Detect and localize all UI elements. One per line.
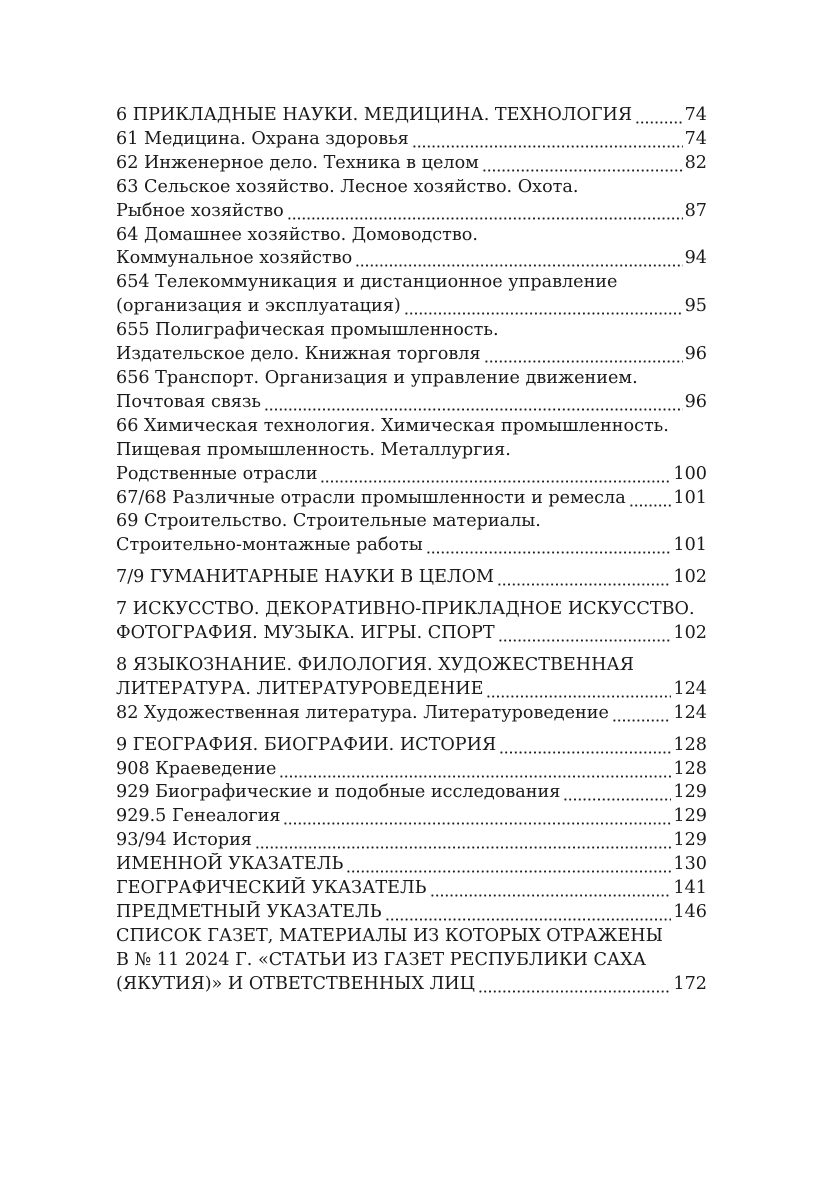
toc-entry-page-number: 102 [673,567,707,588]
toc-entry-line [116,678,707,702]
toc-entry-title: 8 ЯЗЫКОЗНАНИЕ. ФИЛОЛОГИЯ. ХУДОЖЕСТВЕННАЯ [116,654,634,675]
toc-entry-line [116,391,707,415]
toc-entry-title: Родственные отрасли [116,463,318,484]
toc-entry-title: (ЯКУТИЯ)» И ОТВЕТСТВЕННЫХ ЛИЦ [116,973,475,994]
toc-entry-line [116,805,707,829]
toc-entry-page-number: 146 [673,902,707,922]
toc-entry-title: 908 Краеведение [116,758,277,779]
toc-entry-page-number: 128 [673,758,707,779]
toc-entry-title: 82 Художественная литература. Литературоведение [116,702,609,723]
toc-entry-line [116,702,707,726]
dot-leader [477,973,671,997]
toc-entry[interactable] [116,702,707,726]
toc-entry[interactable] [116,224,707,272]
toc-entry-title: 7/9 ГУМАНИТАРНЫЕ НАУКИ В ЦЕЛОМ [116,567,495,588]
toc-entry-line [116,925,707,949]
toc-entry-title: 9 ГЕОГРАФИЯ. БИОГРАФИИ. ИСТОРИЯ [116,734,497,755]
dot-leader [282,805,671,829]
toc-entry-page-number: 101 [673,487,707,508]
toc-entry-title: 69 Строительство. Строительные материалы. [116,511,541,532]
toc-entry[interactable] [116,598,707,646]
toc-entry[interactable] [116,805,707,829]
dot-leader [319,463,671,487]
dot-leader [411,128,683,152]
dot-leader [496,566,671,590]
dot-leader [384,901,672,925]
toc-entry-page-number: 129 [673,806,707,827]
toc-entry[interactable] [116,654,707,702]
toc-entry-line [116,487,707,511]
toc-entry-line [116,295,707,319]
toc-entry-page-number: 74 [684,105,707,125]
toc-entry[interactable] [116,319,707,367]
toc-entry-page-number: 130 [673,854,707,875]
dot-leader [628,487,672,511]
toc-entry-line [116,271,707,295]
toc-entry-page-number: 172 [673,973,707,994]
toc-entry-line [116,319,707,343]
toc-entry-title: СПИСОК ГАЗЕТ, МАТЕРИАЛЫ ИЗ КОТОРЫХ ОТРАЖЕНЫ [116,925,663,946]
dot-leader [425,534,672,558]
toc-entry-title: Издательское дело. Книжная торговля [116,344,481,365]
toc-entry[interactable] [116,510,707,558]
toc-entry-title: 654 Телекоммуникация и дистанционное управление [116,272,618,293]
toc-entry-line [116,877,707,901]
toc-entry-title: 63 Сельское хозяйство. Лесное хозяйство. Охота. [116,176,579,197]
dot-leader [483,343,683,367]
toc-entry-title: 929.5 Генеалогия [116,806,281,827]
toc-entry-line [116,566,707,590]
dot-leader [498,734,671,758]
toc-entry[interactable] [116,415,707,487]
toc-entry-title: 6 ПРИКЛАДНЫЕ НАУКИ. МЕДИЦИНА. ТЕХНОЛОГИЯ [116,105,633,125]
toc-entry-line [116,200,707,224]
toc-entry-title: В № 11 2024 Г. «СТАТЬИ ИЗ ГАЗЕТ РЕСПУБЛИКИ САХА [116,949,647,970]
toc-entry-title: 67/68 Различные отрасли промышленности и ремесла [116,487,626,508]
toc-entry-title: 61 Медицина. Охрана здоровья [116,128,409,149]
dot-leader [278,758,671,782]
toc-entry-title: Рыбное хозяйство [116,200,284,221]
dot-leader [611,702,671,726]
dot-leader [497,622,672,646]
toc-entry-line [116,128,707,152]
toc-entry-title: Пищевая промышленность. Металлургия. [116,439,511,460]
toc-entry-page-number: 141 [673,878,707,899]
toc-entry[interactable] [116,781,707,805]
toc-entry-page-number: 95 [684,296,707,317]
dot-leader [254,829,672,853]
dot-leader [403,295,683,319]
toc-entry-line [116,224,707,248]
toc-entry-line [116,973,707,997]
toc-entry-page-number: 87 [684,200,707,221]
toc-entry-page-number: 96 [684,391,707,412]
toc-entry[interactable] [116,271,707,319]
toc-entry-title: 655 Полиграфическая промышленность. [116,320,499,341]
toc-entry-title: Почтовая связь [116,391,262,412]
toc-entry-title: 656 Транспорт. Организация и управление движением. [116,367,638,388]
toc-entry[interactable] [116,176,707,224]
toc-entry-title: 64 Домашнее хозяйство. Домоводство. [116,224,478,245]
dot-leader [429,877,672,901]
toc-entry-page-number: 94 [684,248,707,269]
toc-entry-line [116,781,707,805]
toc-entry-page-number: 101 [673,535,707,556]
toc-entry[interactable] [116,367,707,415]
toc-entry-line [116,439,707,463]
toc-entry-page-number: 96 [684,344,707,365]
toc-entry-line [116,734,707,758]
toc-entry[interactable] [116,104,707,128]
toc-entry-line [116,534,707,558]
toc-entry-page-number: 124 [673,678,707,699]
dot-leader [286,200,683,224]
toc-entry-line [116,343,707,367]
toc-entry-line [116,152,707,176]
toc-entry-title: 62 Инженерное дело. Техника в целом [116,152,479,173]
toc-entry-page-number: 82 [684,152,707,173]
dot-leader [562,781,671,805]
dot-leader [345,853,671,877]
toc-entry[interactable] [116,829,707,853]
dot-leader [481,152,683,176]
toc-entry-title: ПРЕДМЕТНЫЙ УКАЗАТЕЛЬ [116,902,382,922]
toc-entry-line [116,949,707,973]
toc-entry-title: ГЕОГРАФИЧЕСКИЙ УКАЗАТЕЛЬ [116,878,427,899]
toc-entry[interactable] [116,566,707,590]
toc-entry-page-number: 129 [673,830,707,851]
toc-entry-line [116,853,707,877]
toc-entry-page-number: 74 [684,128,707,149]
dot-leader [263,391,683,415]
toc-entry-page-number: 129 [673,782,707,803]
toc-entry-line [116,463,707,487]
toc-entry-title: Строительно-монтажные работы [116,535,423,556]
toc-entry-line [116,415,707,439]
toc-entry-title: Коммунальное хозяйство [116,248,353,269]
toc-entry[interactable] [116,487,707,511]
toc-entry-page-number: 100 [673,463,707,484]
toc-entry-line [116,598,707,622]
toc-entry-title: ФОТОГРАФИЯ. МУЗЫКА. ИГРЫ. СПОРТ [116,623,495,644]
toc-entry-line [116,104,707,128]
table-of-contents [116,104,707,997]
toc-entry-line [116,247,707,271]
toc-entry-line [116,510,707,534]
toc-entry-line [116,829,707,853]
toc-entry-title: 7 ИСКУССТВО. ДЕКОРАТИВНО-ПРИКЛАДНОЕ ИСКУССТВО. [116,599,695,620]
toc-entry-title: ИМЕННОЙ УКАЗАТЕЛЬ [116,854,344,875]
toc-entry-line [116,367,707,391]
toc-entry[interactable] [116,853,707,877]
toc-entry[interactable] [116,758,707,782]
dot-leader [354,247,682,271]
toc-entry-title: 93/94 История [116,830,252,851]
dot-leader [485,678,671,702]
toc-entry[interactable] [116,734,707,758]
toc-entry-title: ЛИТЕРАТУРА. ЛИТЕРАТУРОВЕДЕНИЕ [116,678,484,699]
toc-entry[interactable] [116,925,707,997]
toc-entry-line [116,622,707,646]
toc-entry-page-number: 102 [673,623,707,644]
toc-entry-page-number: 128 [673,734,707,755]
toc-entry-page-number: 124 [673,702,707,723]
toc-entry-title: 929 Биографические и подобные исследования [116,782,561,803]
toc-entry-title: 66 Химическая технология. Химическая промышленность. [116,415,669,436]
dot-leader [634,104,683,128]
toc-entry[interactable] [116,877,707,901]
toc-entry-line [116,901,707,925]
toc-entry-line [116,654,707,678]
toc-entry[interactable] [116,128,707,152]
toc-entry-title: (организация и эксплуатация) [116,296,401,317]
toc-entry-line [116,758,707,782]
toc-entry-line [116,176,707,200]
toc-entry[interactable] [116,152,707,176]
toc-entry[interactable] [116,901,707,925]
